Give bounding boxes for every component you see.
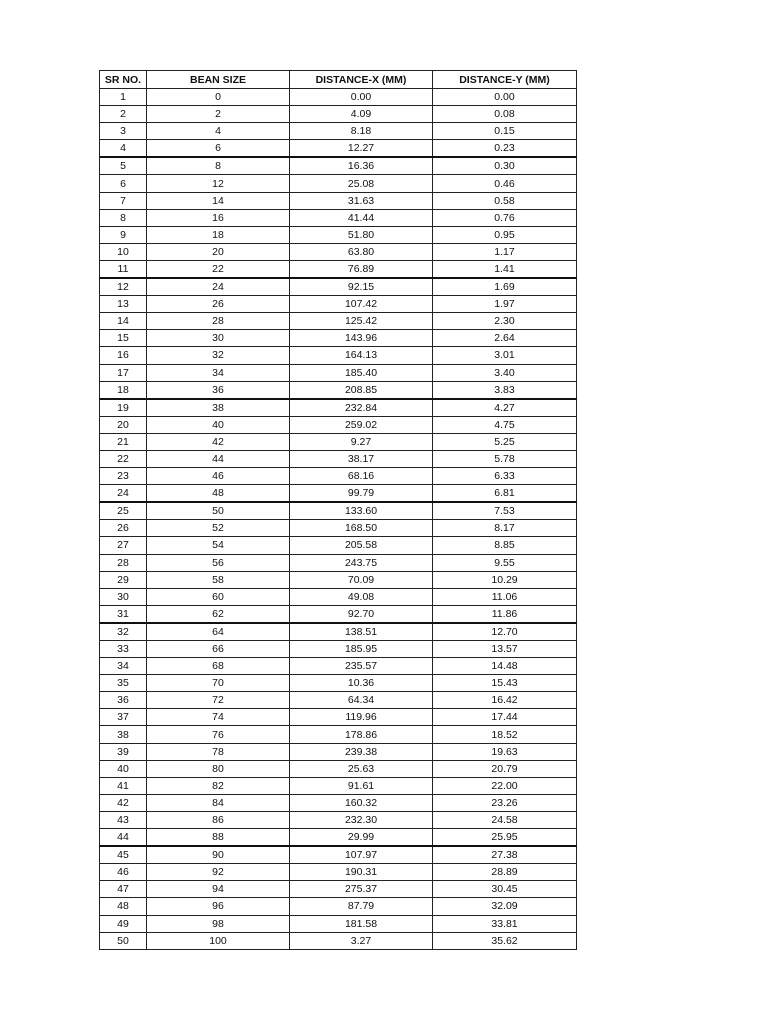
cell-sr-no: 50 xyxy=(100,932,147,949)
table-row xyxy=(100,175,577,192)
cell-bean-size: 36 xyxy=(147,381,290,399)
cell-sr-no: 22 xyxy=(100,450,147,467)
cell-distance-x: 29.99 xyxy=(290,829,433,847)
cell-sr-no: 11 xyxy=(100,260,147,278)
cell-bean-size: 48 xyxy=(147,485,290,503)
cell-distance-y: 35.62 xyxy=(433,932,577,949)
cell-sr-no: 29 xyxy=(100,571,147,588)
table-row xyxy=(100,416,577,433)
cell-distance-x: 190.31 xyxy=(290,864,433,881)
table-row xyxy=(100,811,577,828)
cell-sr-no: 38 xyxy=(100,726,147,743)
cell-distance-y: 0.00 xyxy=(433,89,577,106)
cell-distance-x: 107.97 xyxy=(290,846,433,864)
cell-distance-y: 2.30 xyxy=(433,313,577,330)
table-row xyxy=(100,226,577,243)
cell-distance-y: 0.08 xyxy=(433,106,577,123)
cell-distance-x: 8.18 xyxy=(290,123,433,140)
table-row xyxy=(100,381,577,399)
cell-distance-x: 208.85 xyxy=(290,381,433,399)
cell-distance-y: 0.15 xyxy=(433,123,577,140)
cell-distance-y: 32.09 xyxy=(433,898,577,915)
table-row xyxy=(100,399,577,417)
cell-bean-size: 12 xyxy=(147,175,290,192)
cell-sr-no: 33 xyxy=(100,641,147,658)
header-distance-x: DISTANCE-X (MM) xyxy=(290,71,433,89)
cell-bean-size: 86 xyxy=(147,811,290,828)
cell-sr-no: 5 xyxy=(100,157,147,175)
cell-sr-no: 23 xyxy=(100,468,147,485)
cell-distance-y: 12.70 xyxy=(433,623,577,641)
cell-distance-y: 27.38 xyxy=(433,846,577,864)
cell-sr-no: 15 xyxy=(100,330,147,347)
table-row xyxy=(100,864,577,881)
cell-sr-no: 27 xyxy=(100,537,147,554)
cell-distance-y: 0.58 xyxy=(433,192,577,209)
table-row xyxy=(100,537,577,554)
cell-bean-size: 84 xyxy=(147,794,290,811)
cell-sr-no: 45 xyxy=(100,846,147,864)
table-row xyxy=(100,520,577,537)
bean-distance-table xyxy=(99,70,577,950)
cell-sr-no: 42 xyxy=(100,794,147,811)
table-row xyxy=(100,89,577,106)
table-row xyxy=(100,243,577,260)
table-row xyxy=(100,571,577,588)
table-row xyxy=(100,675,577,692)
cell-bean-size: 74 xyxy=(147,709,290,726)
cell-bean-size: 24 xyxy=(147,278,290,296)
table-row xyxy=(100,829,577,847)
table-row xyxy=(100,485,577,503)
cell-distance-x: 259.02 xyxy=(290,416,433,433)
cell-sr-no: 6 xyxy=(100,175,147,192)
cell-distance-x: 205.58 xyxy=(290,537,433,554)
cell-sr-no: 39 xyxy=(100,743,147,760)
cell-distance-y: 33.81 xyxy=(433,915,577,932)
table-row xyxy=(100,623,577,641)
cell-sr-no: 32 xyxy=(100,623,147,641)
cell-distance-x: 16.36 xyxy=(290,157,433,175)
cell-distance-x: 119.96 xyxy=(290,709,433,726)
table-row xyxy=(100,347,577,364)
cell-distance-y: 5.25 xyxy=(433,433,577,450)
cell-sr-no: 3 xyxy=(100,123,147,140)
cell-sr-no: 31 xyxy=(100,605,147,623)
document-page xyxy=(99,70,577,950)
cell-sr-no: 35 xyxy=(100,675,147,692)
cell-distance-y: 0.76 xyxy=(433,209,577,226)
cell-bean-size: 52 xyxy=(147,520,290,537)
cell-distance-x: 87.79 xyxy=(290,898,433,915)
cell-bean-size: 26 xyxy=(147,296,290,313)
cell-distance-x: 51.80 xyxy=(290,226,433,243)
cell-bean-size: 60 xyxy=(147,588,290,605)
cell-distance-x: 70.09 xyxy=(290,571,433,588)
cell-sr-no: 48 xyxy=(100,898,147,915)
cell-distance-x: 243.75 xyxy=(290,554,433,571)
cell-sr-no: 2 xyxy=(100,106,147,123)
table-row xyxy=(100,157,577,175)
cell-bean-size: 40 xyxy=(147,416,290,433)
cell-distance-y: 20.79 xyxy=(433,760,577,777)
cell-distance-x: 107.42 xyxy=(290,296,433,313)
cell-bean-size: 70 xyxy=(147,675,290,692)
cell-sr-no: 10 xyxy=(100,243,147,260)
cell-bean-size: 32 xyxy=(147,347,290,364)
cell-distance-y: 18.52 xyxy=(433,726,577,743)
cell-distance-x: 185.40 xyxy=(290,364,433,381)
cell-bean-size: 100 xyxy=(147,932,290,949)
cell-distance-x: 76.89 xyxy=(290,260,433,278)
cell-distance-y: 24.58 xyxy=(433,811,577,828)
cell-distance-y: 0.46 xyxy=(433,175,577,192)
cell-bean-size: 42 xyxy=(147,433,290,450)
table-row xyxy=(100,881,577,898)
table-row xyxy=(100,641,577,658)
cell-distance-x: 160.32 xyxy=(290,794,433,811)
cell-distance-y: 7.53 xyxy=(433,502,577,520)
cell-distance-x: 185.95 xyxy=(290,641,433,658)
table-row xyxy=(100,450,577,467)
cell-distance-y: 17.44 xyxy=(433,709,577,726)
table-row xyxy=(100,777,577,794)
cell-distance-y: 23.26 xyxy=(433,794,577,811)
cell-sr-no: 20 xyxy=(100,416,147,433)
table-row xyxy=(100,605,577,623)
cell-bean-size: 50 xyxy=(147,502,290,520)
cell-distance-x: 181.58 xyxy=(290,915,433,932)
cell-distance-x: 92.15 xyxy=(290,278,433,296)
cell-distance-x: 92.70 xyxy=(290,605,433,623)
cell-sr-no: 25 xyxy=(100,502,147,520)
cell-bean-size: 90 xyxy=(147,846,290,864)
table-row xyxy=(100,743,577,760)
cell-distance-y: 25.95 xyxy=(433,829,577,847)
cell-distance-x: 232.84 xyxy=(290,399,433,417)
cell-distance-x: 68.16 xyxy=(290,468,433,485)
cell-sr-no: 30 xyxy=(100,588,147,605)
cell-distance-y: 19.63 xyxy=(433,743,577,760)
cell-distance-x: 91.61 xyxy=(290,777,433,794)
cell-bean-size: 96 xyxy=(147,898,290,915)
cell-distance-y: 1.17 xyxy=(433,243,577,260)
cell-distance-y: 4.27 xyxy=(433,399,577,417)
cell-distance-x: 239.38 xyxy=(290,743,433,760)
cell-distance-x: 25.63 xyxy=(290,760,433,777)
cell-distance-x: 38.17 xyxy=(290,450,433,467)
cell-distance-x: 0.00 xyxy=(290,89,433,106)
cell-distance-y: 3.83 xyxy=(433,381,577,399)
cell-bean-size: 88 xyxy=(147,829,290,847)
cell-bean-size: 28 xyxy=(147,313,290,330)
cell-bean-size: 54 xyxy=(147,537,290,554)
cell-distance-y: 1.69 xyxy=(433,278,577,296)
cell-distance-x: 63.80 xyxy=(290,243,433,260)
table-row xyxy=(100,554,577,571)
cell-sr-no: 13 xyxy=(100,296,147,313)
cell-sr-no: 19 xyxy=(100,399,147,417)
cell-bean-size: 14 xyxy=(147,192,290,209)
table-header xyxy=(100,71,577,89)
cell-distance-x: 12.27 xyxy=(290,140,433,158)
table-row xyxy=(100,330,577,347)
cell-sr-no: 21 xyxy=(100,433,147,450)
cell-bean-size: 76 xyxy=(147,726,290,743)
cell-bean-size: 22 xyxy=(147,260,290,278)
cell-distance-x: 41.44 xyxy=(290,209,433,226)
table-row xyxy=(100,588,577,605)
cell-bean-size: 4 xyxy=(147,123,290,140)
cell-distance-x: 232.30 xyxy=(290,811,433,828)
cell-bean-size: 72 xyxy=(147,692,290,709)
cell-distance-x: 164.13 xyxy=(290,347,433,364)
cell-distance-x: 143.96 xyxy=(290,330,433,347)
cell-bean-size: 64 xyxy=(147,623,290,641)
cell-sr-no: 41 xyxy=(100,777,147,794)
cell-bean-size: 30 xyxy=(147,330,290,347)
cell-sr-no: 1 xyxy=(100,89,147,106)
header-bean-size: BEAN SIZE xyxy=(147,71,290,89)
cell-distance-x: 49.08 xyxy=(290,588,433,605)
cell-bean-size: 66 xyxy=(147,641,290,658)
cell-distance-x: 178.86 xyxy=(290,726,433,743)
table-row xyxy=(100,760,577,777)
cell-sr-no: 17 xyxy=(100,364,147,381)
cell-distance-x: 10.36 xyxy=(290,675,433,692)
cell-sr-no: 18 xyxy=(100,381,147,399)
cell-distance-y: 3.01 xyxy=(433,347,577,364)
table-row xyxy=(100,709,577,726)
cell-bean-size: 68 xyxy=(147,658,290,675)
cell-distance-x: 133.60 xyxy=(290,502,433,520)
table-row xyxy=(100,106,577,123)
cell-distance-x: 125.42 xyxy=(290,313,433,330)
cell-sr-no: 12 xyxy=(100,278,147,296)
cell-distance-y: 4.75 xyxy=(433,416,577,433)
table-row xyxy=(100,278,577,296)
cell-distance-y: 3.40 xyxy=(433,364,577,381)
cell-distance-y: 6.33 xyxy=(433,468,577,485)
table-row xyxy=(100,140,577,158)
cell-distance-y: 0.30 xyxy=(433,157,577,175)
cell-sr-no: 9 xyxy=(100,226,147,243)
cell-bean-size: 34 xyxy=(147,364,290,381)
table-row xyxy=(100,794,577,811)
cell-sr-no: 26 xyxy=(100,520,147,537)
cell-sr-no: 40 xyxy=(100,760,147,777)
cell-distance-x: 168.50 xyxy=(290,520,433,537)
cell-distance-x: 31.63 xyxy=(290,192,433,209)
cell-bean-size: 58 xyxy=(147,571,290,588)
cell-distance-y: 11.06 xyxy=(433,588,577,605)
cell-bean-size: 20 xyxy=(147,243,290,260)
cell-distance-y: 10.29 xyxy=(433,571,577,588)
cell-bean-size: 94 xyxy=(147,881,290,898)
cell-sr-no: 43 xyxy=(100,811,147,828)
cell-bean-size: 2 xyxy=(147,106,290,123)
table-row xyxy=(100,123,577,140)
cell-distance-x: 275.37 xyxy=(290,881,433,898)
cell-bean-size: 80 xyxy=(147,760,290,777)
cell-bean-size: 82 xyxy=(147,777,290,794)
cell-sr-no: 44 xyxy=(100,829,147,847)
cell-bean-size: 8 xyxy=(147,157,290,175)
table-body xyxy=(100,89,577,950)
cell-distance-y: 13.57 xyxy=(433,641,577,658)
cell-bean-size: 62 xyxy=(147,605,290,623)
cell-bean-size: 38 xyxy=(147,399,290,417)
cell-sr-no: 28 xyxy=(100,554,147,571)
cell-distance-y: 28.89 xyxy=(433,864,577,881)
cell-distance-y: 22.00 xyxy=(433,777,577,794)
cell-distance-x: 99.79 xyxy=(290,485,433,503)
cell-bean-size: 78 xyxy=(147,743,290,760)
table-row xyxy=(100,296,577,313)
table-row xyxy=(100,658,577,675)
cell-distance-x: 3.27 xyxy=(290,932,433,949)
cell-distance-y: 11.86 xyxy=(433,605,577,623)
cell-distance-y: 2.64 xyxy=(433,330,577,347)
cell-distance-y: 1.97 xyxy=(433,296,577,313)
cell-distance-x: 138.51 xyxy=(290,623,433,641)
cell-sr-no: 47 xyxy=(100,881,147,898)
table-row xyxy=(100,915,577,932)
cell-distance-x: 4.09 xyxy=(290,106,433,123)
cell-distance-x: 64.34 xyxy=(290,692,433,709)
table-row xyxy=(100,468,577,485)
cell-bean-size: 6 xyxy=(147,140,290,158)
cell-distance-y: 8.85 xyxy=(433,537,577,554)
table-row xyxy=(100,502,577,520)
cell-bean-size: 44 xyxy=(147,450,290,467)
cell-sr-no: 24 xyxy=(100,485,147,503)
cell-distance-y: 1.41 xyxy=(433,260,577,278)
cell-distance-y: 15.43 xyxy=(433,675,577,692)
header-row xyxy=(100,71,577,89)
table-row xyxy=(100,433,577,450)
cell-bean-size: 92 xyxy=(147,864,290,881)
table-row xyxy=(100,260,577,278)
cell-distance-x: 9.27 xyxy=(290,433,433,450)
table-row xyxy=(100,692,577,709)
cell-distance-x: 235.57 xyxy=(290,658,433,675)
cell-sr-no: 16 xyxy=(100,347,147,364)
cell-sr-no: 36 xyxy=(100,692,147,709)
table-row xyxy=(100,846,577,864)
cell-sr-no: 46 xyxy=(100,864,147,881)
cell-sr-no: 7 xyxy=(100,192,147,209)
cell-bean-size: 16 xyxy=(147,209,290,226)
cell-distance-y: 30.45 xyxy=(433,881,577,898)
cell-distance-x: 25.08 xyxy=(290,175,433,192)
table-row xyxy=(100,364,577,381)
cell-sr-no: 37 xyxy=(100,709,147,726)
cell-bean-size: 46 xyxy=(147,468,290,485)
table-row xyxy=(100,932,577,949)
cell-bean-size: 98 xyxy=(147,915,290,932)
header-distance-y: DISTANCE-Y (MM) xyxy=(433,71,577,89)
cell-distance-y: 6.81 xyxy=(433,485,577,503)
cell-sr-no: 34 xyxy=(100,658,147,675)
table-row xyxy=(100,726,577,743)
table-row xyxy=(100,313,577,330)
table-row xyxy=(100,209,577,226)
cell-bean-size: 18 xyxy=(147,226,290,243)
cell-bean-size: 0 xyxy=(147,89,290,106)
cell-distance-y: 16.42 xyxy=(433,692,577,709)
cell-distance-y: 5.78 xyxy=(433,450,577,467)
cell-distance-y: 9.55 xyxy=(433,554,577,571)
cell-sr-no: 8 xyxy=(100,209,147,226)
cell-sr-no: 4 xyxy=(100,140,147,158)
cell-sr-no: 49 xyxy=(100,915,147,932)
table-row xyxy=(100,898,577,915)
table-row xyxy=(100,192,577,209)
cell-distance-y: 14.48 xyxy=(433,658,577,675)
cell-distance-y: 0.95 xyxy=(433,226,577,243)
cell-sr-no: 14 xyxy=(100,313,147,330)
cell-distance-y: 0.23 xyxy=(433,140,577,158)
cell-distance-y: 8.17 xyxy=(433,520,577,537)
header-sr-no: SR NO. xyxy=(100,71,147,89)
cell-bean-size: 56 xyxy=(147,554,290,571)
